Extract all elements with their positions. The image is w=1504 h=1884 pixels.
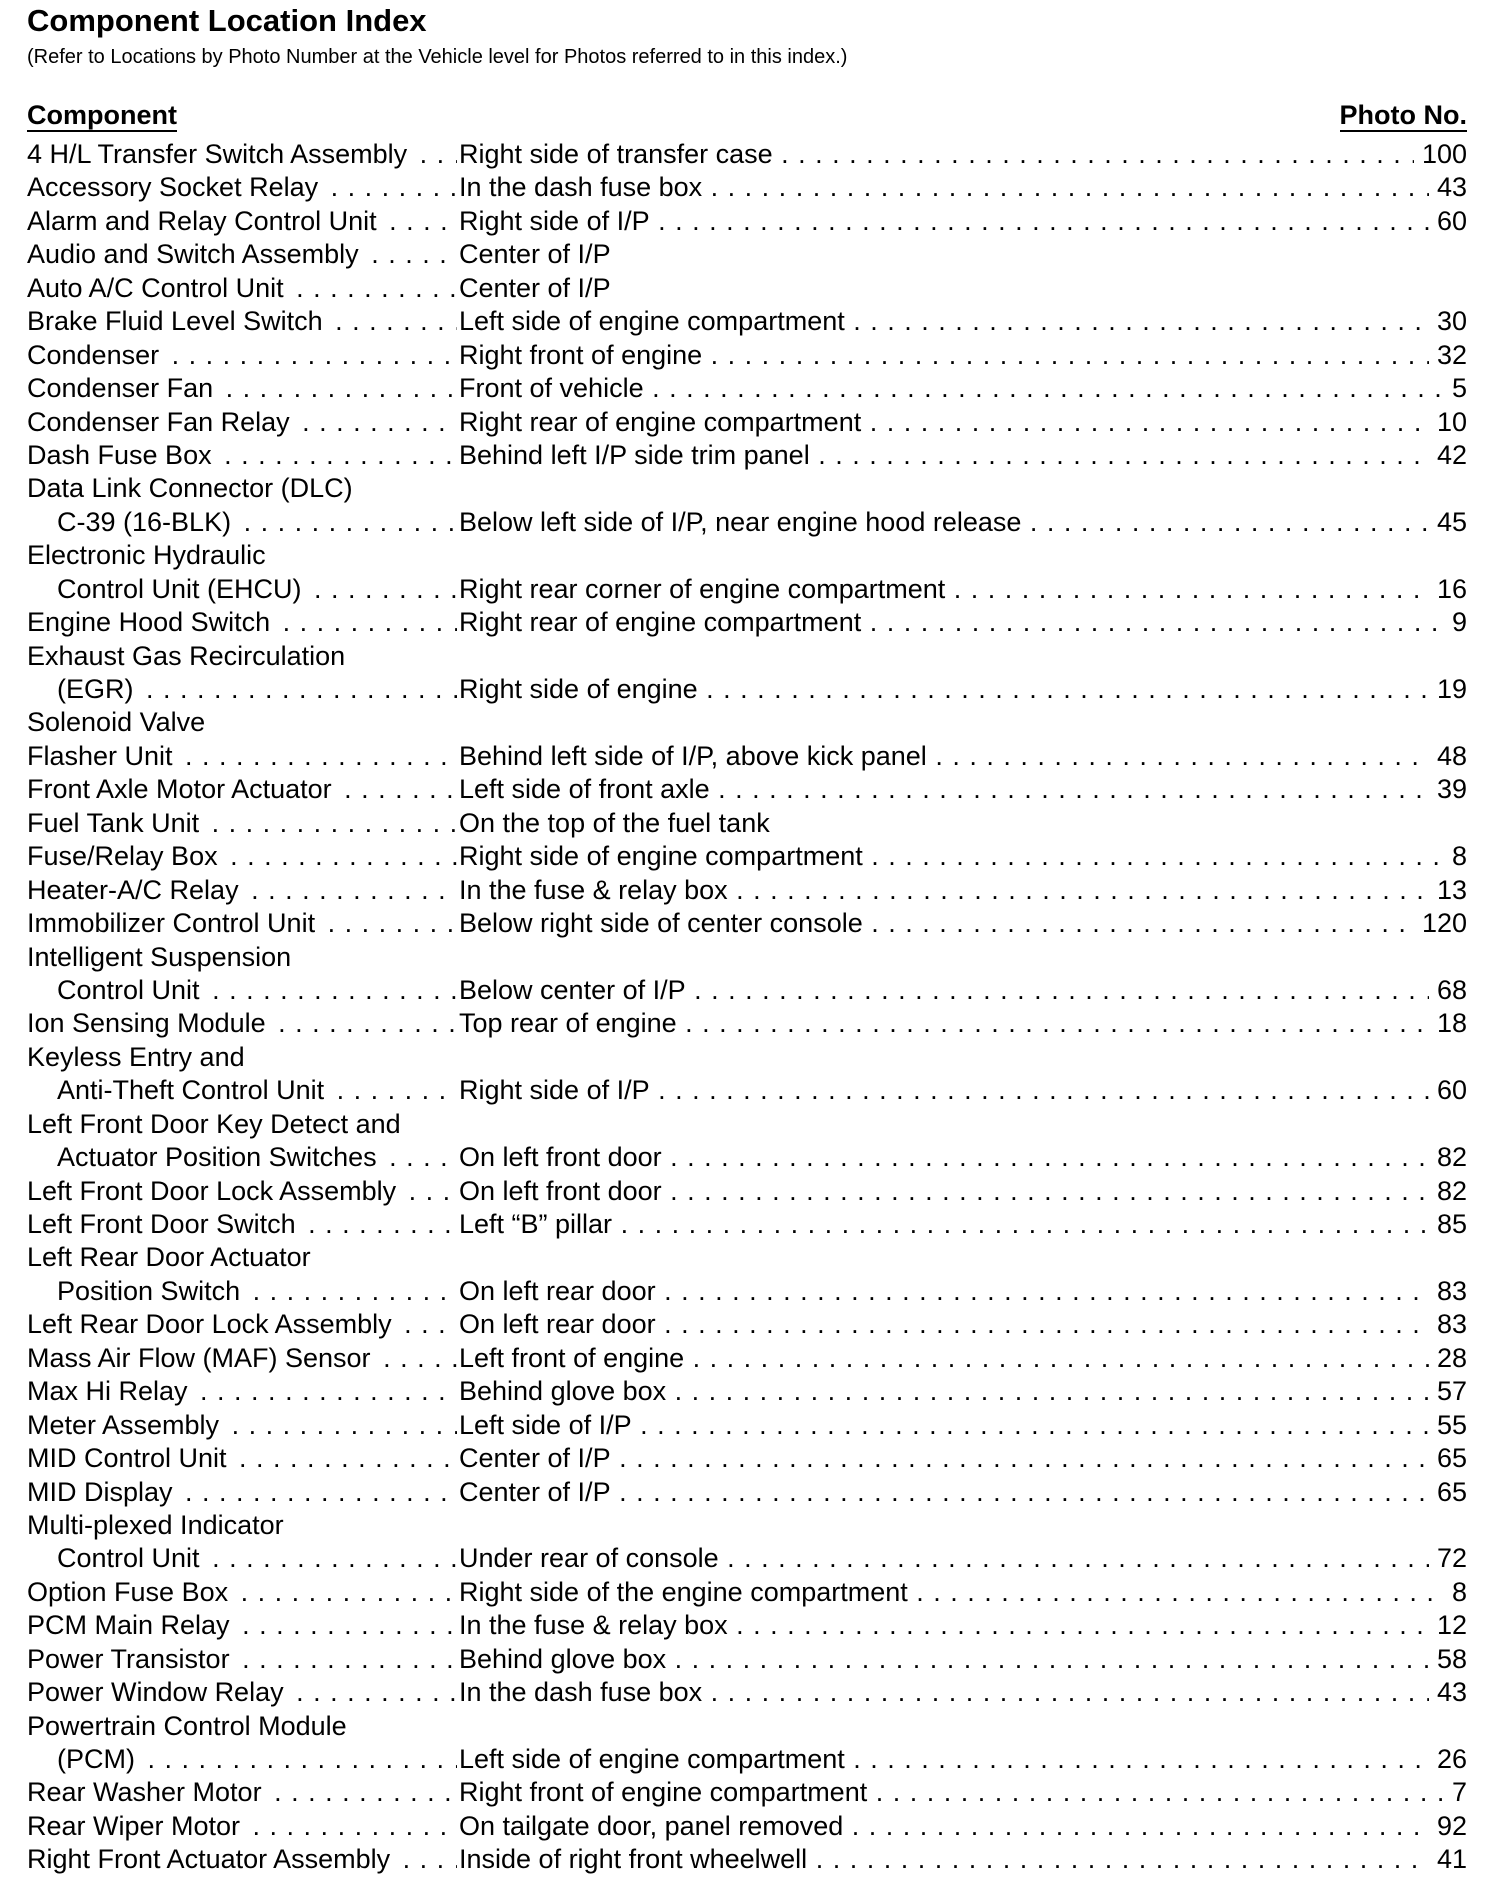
component-location: Left “B” pillar . . . — [459, 1208, 1467, 1241]
component-name — [27, 706, 457, 739]
component-location: In the fuse & relay box . . . — [459, 1609, 1467, 1642]
table-row — [27, 1275, 1467, 1308]
component-name — [27, 205, 457, 238]
component-name — [27, 238, 457, 271]
component-name-text: PCM Main Relay — [27, 1610, 234, 1640]
component-name — [27, 1141, 457, 1174]
component-name — [27, 472, 457, 505]
component-location: On the top of the fuel tank — [459, 807, 770, 838]
table-row — [27, 1476, 1467, 1509]
table-row — [27, 439, 1467, 472]
table-row — [27, 1776, 1467, 1809]
component-name — [27, 573, 457, 606]
component-name-text: Powertrain Control Module — [27, 1711, 351, 1741]
table-row — [27, 907, 1467, 940]
table-row — [27, 138, 1467, 171]
component-name-text: Immobilizer Control Unit — [27, 908, 319, 938]
component-name-text: MID Display — [27, 1477, 177, 1507]
component-name-text: Keyless Entry and — [27, 1042, 249, 1072]
component-location: Left side of engine compartment . . . — [459, 305, 1467, 338]
component-location: Right rear of engine compartment . . . — [459, 606, 1467, 639]
table-row — [27, 640, 1467, 673]
table-row — [27, 1542, 1467, 1575]
photo-number: 60 — [1429, 205, 1467, 238]
component-location: Right side of the engine compartment . . . — [459, 1576, 1467, 1609]
component-name-text: Flasher Unit — [27, 741, 177, 771]
photo-number: 7 — [1444, 1776, 1467, 1809]
component-location: Right front of engine . . . — [459, 339, 1467, 372]
component-name-text: Condenser Fan Relay — [27, 407, 294, 437]
photo-number: 55 — [1429, 1409, 1467, 1442]
table-row — [27, 205, 1467, 238]
photo-number: 65 — [1429, 1476, 1467, 1509]
photo-number: 92 — [1429, 1810, 1467, 1843]
component-name — [27, 1743, 457, 1776]
photo-number: 100 — [1414, 138, 1467, 171]
component-name — [27, 773, 457, 806]
component-name — [27, 807, 457, 840]
component-name — [27, 1275, 457, 1308]
component-location: Top rear of engine . . . — [459, 1007, 1467, 1040]
table-row — [27, 1041, 1467, 1074]
component-location: Below center of I/P . . . — [459, 974, 1467, 1007]
table-row — [27, 1208, 1467, 1241]
component-location: Right front of engine compartment . . . — [459, 1776, 1467, 1809]
table-row — [27, 406, 1467, 439]
table-row — [27, 1141, 1467, 1174]
column-header-component: Component — [27, 100, 177, 130]
photo-number: 57 — [1429, 1375, 1467, 1408]
component-name-text: Right Front Actuator Assembly — [27, 1844, 394, 1874]
component-name-text: Fuse/Relay Box — [27, 841, 222, 871]
photo-number: 48 — [1429, 740, 1467, 773]
photo-number: 72 — [1429, 1542, 1467, 1575]
component-name — [27, 1342, 457, 1375]
component-name-text: Exhaust Gas Recirculation — [27, 641, 349, 671]
table-row — [27, 974, 1467, 1007]
component-name-text: (PCM) — [57, 1744, 139, 1774]
component-name-text: Dash Fuse Box — [27, 440, 216, 470]
component-location: Below left side of I/P, near engine hood release . . . — [459, 506, 1467, 539]
table-row — [27, 1710, 1467, 1743]
component-name-text: Left Rear Door Actuator — [27, 1242, 315, 1272]
component-name — [27, 1175, 457, 1208]
component-location: On tailgate door, panel removed . . . — [459, 1810, 1467, 1843]
table-row — [27, 171, 1467, 204]
table-row — [27, 1643, 1467, 1676]
table-row — [27, 573, 1467, 606]
component-location: On left front door . . . — [459, 1141, 1467, 1174]
component-location: Right rear corner of engine compartment . . . — [459, 573, 1467, 606]
component-name-text: C-39 (16-BLK) — [57, 507, 235, 537]
component-name — [27, 1208, 457, 1241]
table-row — [27, 606, 1467, 639]
table-row — [27, 1442, 1467, 1475]
component-name-text: Accessory Socket Relay — [27, 172, 322, 202]
table-row — [27, 1743, 1467, 1776]
component-name-text: Control Unit — [57, 1543, 204, 1573]
table-row — [27, 1609, 1467, 1642]
photo-number: 32 — [1429, 339, 1467, 372]
component-location: Center of I/P — [459, 239, 611, 270]
component-name — [27, 506, 457, 539]
component-location: Below right side of center console . . . — [459, 907, 1467, 940]
table-row — [27, 1375, 1467, 1408]
component-name-text: Left Rear Door Lock Assembly — [27, 1309, 396, 1339]
component-name-text: Intelligent Suspension — [27, 942, 295, 972]
photo-number: 58 — [1429, 1643, 1467, 1676]
component-name-text: Heater-A/C Relay — [27, 875, 243, 905]
component-name — [27, 1676, 457, 1709]
component-name — [27, 1074, 457, 1107]
component-name — [27, 1643, 457, 1676]
component-name — [27, 907, 457, 940]
component-name-text: Anti-Theft Control Unit — [57, 1075, 328, 1105]
photo-number: 43 — [1429, 171, 1467, 204]
table-row — [27, 1576, 1467, 1609]
component-name — [27, 673, 457, 706]
photo-number: 60 — [1429, 1074, 1467, 1107]
component-location: Center of I/P . . . — [459, 1442, 1467, 1475]
component-name — [27, 1609, 457, 1642]
photo-number: 82 — [1429, 1175, 1467, 1208]
component-name-text: Condenser Fan — [27, 373, 217, 403]
component-location: Center of I/P . . . — [459, 1476, 1467, 1509]
photo-number: 13 — [1429, 874, 1467, 907]
component-name-text: (EGR) — [57, 674, 138, 704]
component-name — [27, 539, 457, 572]
component-name-text: Option Fuse Box — [27, 1577, 232, 1607]
photo-number: 18 — [1429, 1007, 1467, 1040]
photo-number: 82 — [1429, 1141, 1467, 1174]
table-row — [27, 339, 1467, 372]
table-row — [27, 807, 1467, 840]
component-name — [27, 439, 457, 472]
component-name-text: Multi-plexed Indicator — [27, 1510, 288, 1540]
component-name — [27, 1776, 457, 1809]
table-row — [27, 1509, 1467, 1542]
photo-number: 83 — [1429, 1275, 1467, 1308]
component-name-text: Power Window Relay — [27, 1677, 288, 1707]
photo-number: 43 — [1429, 1676, 1467, 1709]
component-location: On left rear door . . . — [459, 1275, 1467, 1308]
component-location: Inside of right front wheelwell . . . — [459, 1843, 1467, 1876]
photo-number: 85 — [1429, 1208, 1467, 1241]
component-name — [27, 1108, 457, 1141]
component-location: Behind left side of I/P, above kick panel . . . — [459, 740, 1467, 773]
component-name — [27, 406, 457, 439]
table-row — [27, 539, 1467, 572]
table-row — [27, 773, 1467, 806]
component-name-text: Left Front Door Lock Assembly — [27, 1176, 400, 1206]
table-row — [27, 1074, 1467, 1107]
table-row — [27, 1342, 1467, 1375]
component-name — [27, 640, 457, 673]
component-name — [27, 1442, 457, 1475]
table-row — [27, 1308, 1467, 1341]
component-name-text: Power Transistor — [27, 1644, 234, 1674]
component-location: Right side of transfer case . . . — [459, 138, 1467, 171]
table-row — [27, 238, 1467, 271]
component-location: Right rear of engine compartment . . . — [459, 406, 1467, 439]
component-name — [27, 1308, 457, 1341]
table-row — [27, 1409, 1467, 1442]
table-row — [27, 372, 1467, 405]
photo-number: 65 — [1429, 1442, 1467, 1475]
table-row — [27, 874, 1467, 907]
component-name — [27, 1476, 457, 1509]
component-location: Left side of front axle . . . — [459, 773, 1467, 806]
component-name — [27, 339, 457, 372]
component-name-text: Meter Assembly — [27, 1410, 223, 1440]
component-name — [27, 1810, 457, 1843]
component-name — [27, 874, 457, 907]
component-location: Behind glove box . . . — [459, 1643, 1467, 1676]
photo-number: 10 — [1429, 406, 1467, 439]
component-location: Behind left I/P side trim panel . . . — [459, 439, 1467, 472]
component-name-text: Left Front Door Key Detect and — [27, 1109, 405, 1139]
component-name — [27, 1241, 457, 1274]
photo-number: 8 — [1444, 1576, 1467, 1609]
photo-number: 12 — [1429, 1609, 1467, 1642]
photo-number: 19 — [1429, 673, 1467, 706]
component-name — [27, 305, 457, 338]
component-name-text: MID Control Unit — [27, 1443, 231, 1473]
component-location: In the dash fuse box . . . — [459, 171, 1467, 204]
component-name — [27, 974, 457, 1007]
photo-number: 45 — [1429, 506, 1467, 539]
photo-number: 5 — [1444, 372, 1467, 405]
component-location: Right side of I/P . . . — [459, 205, 1467, 238]
component-name — [27, 941, 457, 974]
component-name — [27, 1542, 457, 1575]
page-title: Component Location Index — [27, 3, 427, 38]
component-name — [27, 1375, 457, 1408]
table-row — [27, 706, 1467, 739]
photo-number: 42 — [1429, 439, 1467, 472]
table-row — [27, 1676, 1467, 1709]
component-location: In the fuse & relay box . . . — [459, 874, 1467, 907]
component-name — [27, 1409, 457, 1442]
component-name-text: 4 H/L Transfer Switch Assembly — [27, 139, 411, 169]
component-name-text: Rear Wiper Motor — [27, 1811, 244, 1841]
table-row — [27, 506, 1467, 539]
component-index-table — [27, 138, 1467, 1877]
photo-number: 30 — [1429, 305, 1467, 338]
component-name — [27, 1007, 457, 1040]
component-name-text: Control Unit — [57, 975, 204, 1005]
photo-number: 16 — [1429, 573, 1467, 606]
component-name — [27, 740, 457, 773]
component-location: Center of I/P — [459, 272, 611, 303]
component-name-text: Max Hi Relay — [27, 1376, 192, 1406]
photo-number: 28 — [1429, 1342, 1467, 1375]
photo-number: 83 — [1429, 1308, 1467, 1341]
photo-number: 9 — [1444, 606, 1467, 639]
component-location: Right side of engine compartment . . . — [459, 840, 1467, 873]
component-location: Left side of engine compartment . . . — [459, 1743, 1467, 1776]
photo-number: 8 — [1444, 840, 1467, 873]
component-location: Under rear of console . . . — [459, 1542, 1467, 1575]
table-row — [27, 272, 1467, 305]
component-name — [27, 840, 457, 873]
table-row — [27, 1241, 1467, 1274]
component-name-text: Control Unit (EHCU) — [57, 574, 306, 604]
component-name — [27, 171, 457, 204]
component-location: On left rear door . . . — [459, 1308, 1467, 1341]
table-row — [27, 840, 1467, 873]
component-location: Right side of engine . . . — [459, 673, 1467, 706]
component-name-text: Auto A/C Control Unit — [27, 273, 288, 303]
component-name-text: Fuel Tank Unit — [27, 808, 203, 838]
table-row — [27, 740, 1467, 773]
component-name — [27, 1843, 457, 1876]
component-name — [27, 138, 457, 171]
component-name — [27, 606, 457, 639]
photo-number: 120 — [1414, 907, 1467, 940]
component-name-text: Front Axle Motor Actuator — [27, 774, 336, 804]
component-location: Behind glove box . . . — [459, 1375, 1467, 1408]
component-name-text: Actuator Position Switches — [57, 1142, 381, 1172]
component-location: On left front door . . . — [459, 1175, 1467, 1208]
component-name-text: Electronic Hydraulic — [27, 540, 270, 570]
page-subtitle: (Refer to Locations by Photo Number at the Vehicle level for Photos referred to in this index.) — [27, 46, 848, 68]
table-row — [27, 1108, 1467, 1141]
component-location: Left side of I/P . . . — [459, 1409, 1467, 1442]
component-name — [27, 1041, 457, 1074]
table-row — [27, 1007, 1467, 1040]
component-name-text: Audio and Switch Assembly — [27, 239, 363, 269]
photo-number: 68 — [1429, 974, 1467, 1007]
component-name-text: Position Switch — [57, 1276, 244, 1306]
table-row — [27, 472, 1467, 505]
table-row — [27, 1843, 1467, 1876]
component-name — [27, 1576, 457, 1609]
component-name-text: Mass Air Flow (MAF) Sensor — [27, 1343, 375, 1373]
component-name-text: Brake Fluid Level Switch — [27, 306, 327, 336]
component-name-text: Engine Hood Switch — [27, 607, 274, 637]
component-name-text: Ion Sensing Module — [27, 1008, 270, 1038]
table-row — [27, 941, 1467, 974]
photo-number: 41 — [1429, 1843, 1467, 1876]
component-location: Left front of engine . . . — [459, 1342, 1467, 1375]
photo-number: 39 — [1429, 773, 1467, 806]
component-name — [27, 272, 457, 305]
component-location: Right side of I/P . . . — [459, 1074, 1467, 1107]
photo-number: 26 — [1429, 1743, 1467, 1776]
component-name — [27, 1710, 457, 1743]
component-name-text: Alarm and Relay Control Unit — [27, 206, 381, 236]
table-row — [27, 673, 1467, 706]
component-location: In the dash fuse box . . . — [459, 1676, 1467, 1709]
component-name — [27, 1509, 457, 1542]
table-row — [27, 305, 1467, 338]
component-name-text: Condenser — [27, 340, 163, 370]
column-header-photo-no: Photo No. — [1339, 100, 1467, 130]
component-name-text: Left Front Door Switch — [27, 1209, 300, 1239]
table-row — [27, 1175, 1467, 1208]
component-name-text: Solenoid Valve — [27, 707, 209, 737]
table-row — [27, 1810, 1467, 1843]
component-name-text: Rear Washer Motor — [27, 1777, 266, 1807]
component-name — [27, 372, 457, 405]
component-location: Front of vehicle . . . — [459, 372, 1467, 405]
component-name-text: Data Link Connector (DLC) — [27, 473, 357, 503]
